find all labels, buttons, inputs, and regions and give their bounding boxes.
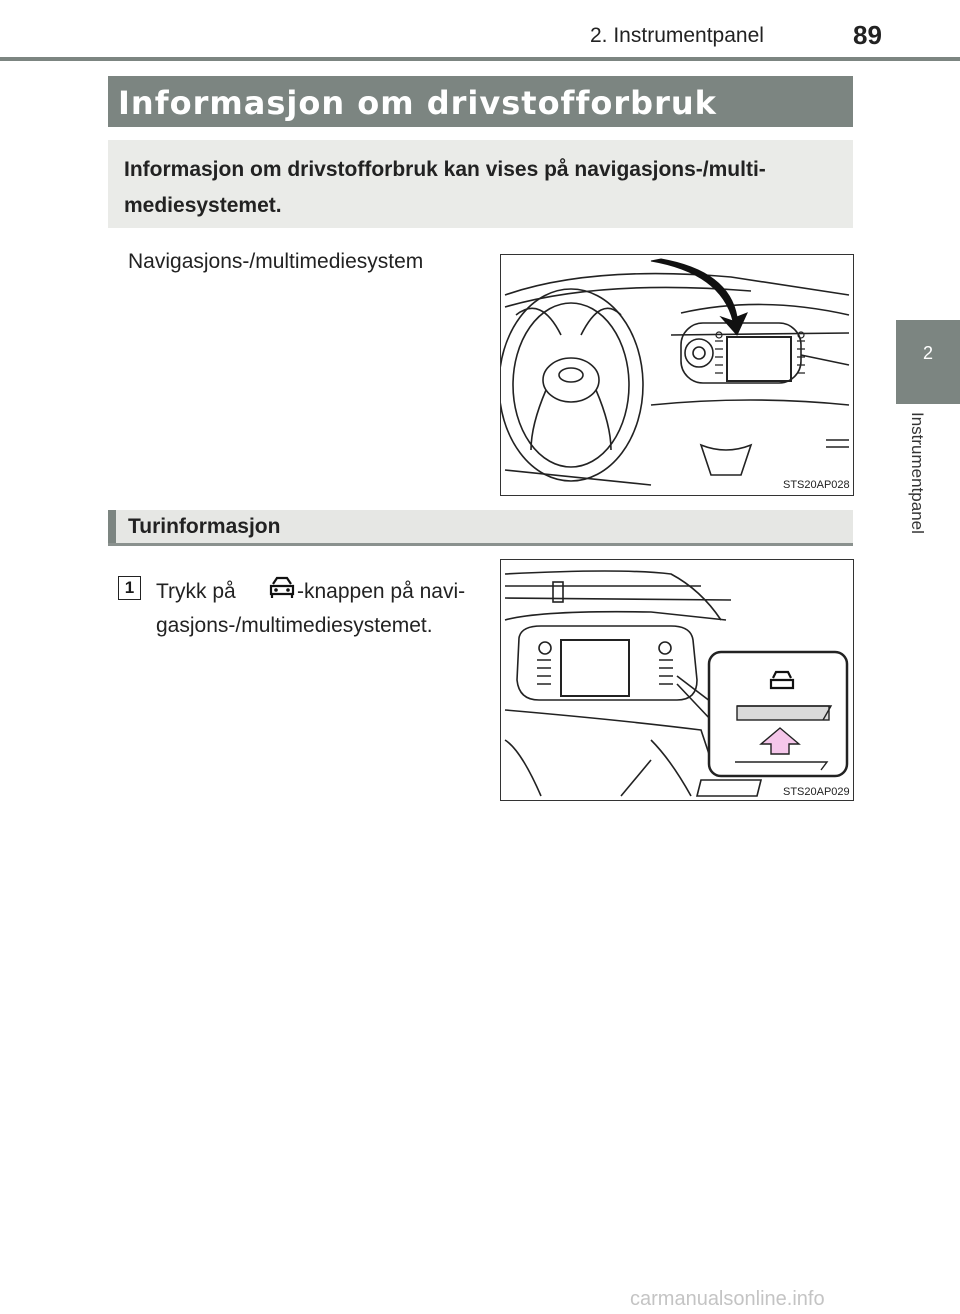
figure-dashboard (500, 254, 854, 496)
header-rule (0, 57, 960, 61)
figure2-code: STS20AP029 (783, 786, 850, 798)
step1-text-before: Trykk på (156, 580, 236, 603)
intro-text: Informasjon om drivstofforbruk kan vises på navigasjons-/multi-mediesystemet. (124, 158, 766, 217)
figure1-code: STS20AP028 (783, 479, 850, 491)
page-number: 89 (853, 20, 882, 50)
multimedia-illustration (501, 560, 853, 800)
section-accent (108, 510, 116, 543)
section-rule (108, 543, 853, 546)
chapter-number: 2 (922, 343, 933, 363)
step1-line2: gasjons-/multimediesystemet. (156, 614, 433, 637)
running-header: 2. Instrumentpanel (590, 24, 764, 47)
dashboard-illustration (501, 255, 853, 495)
step1-text-after: -knappen på navi- (297, 580, 466, 603)
chapter-label: Instrumentpanel (908, 412, 927, 534)
watermark: carmanualsonline.info (630, 1288, 825, 1310)
section-heading: Turinformasjon (128, 515, 281, 538)
car-info-icon (268, 576, 296, 600)
page-title: Informasjon om drivstofforbruk (118, 84, 717, 122)
figure-multimedia (500, 559, 854, 801)
figure1-caption: Navigasjons-/multimediesystem (128, 250, 424, 273)
step-number: 1 (118, 576, 141, 600)
